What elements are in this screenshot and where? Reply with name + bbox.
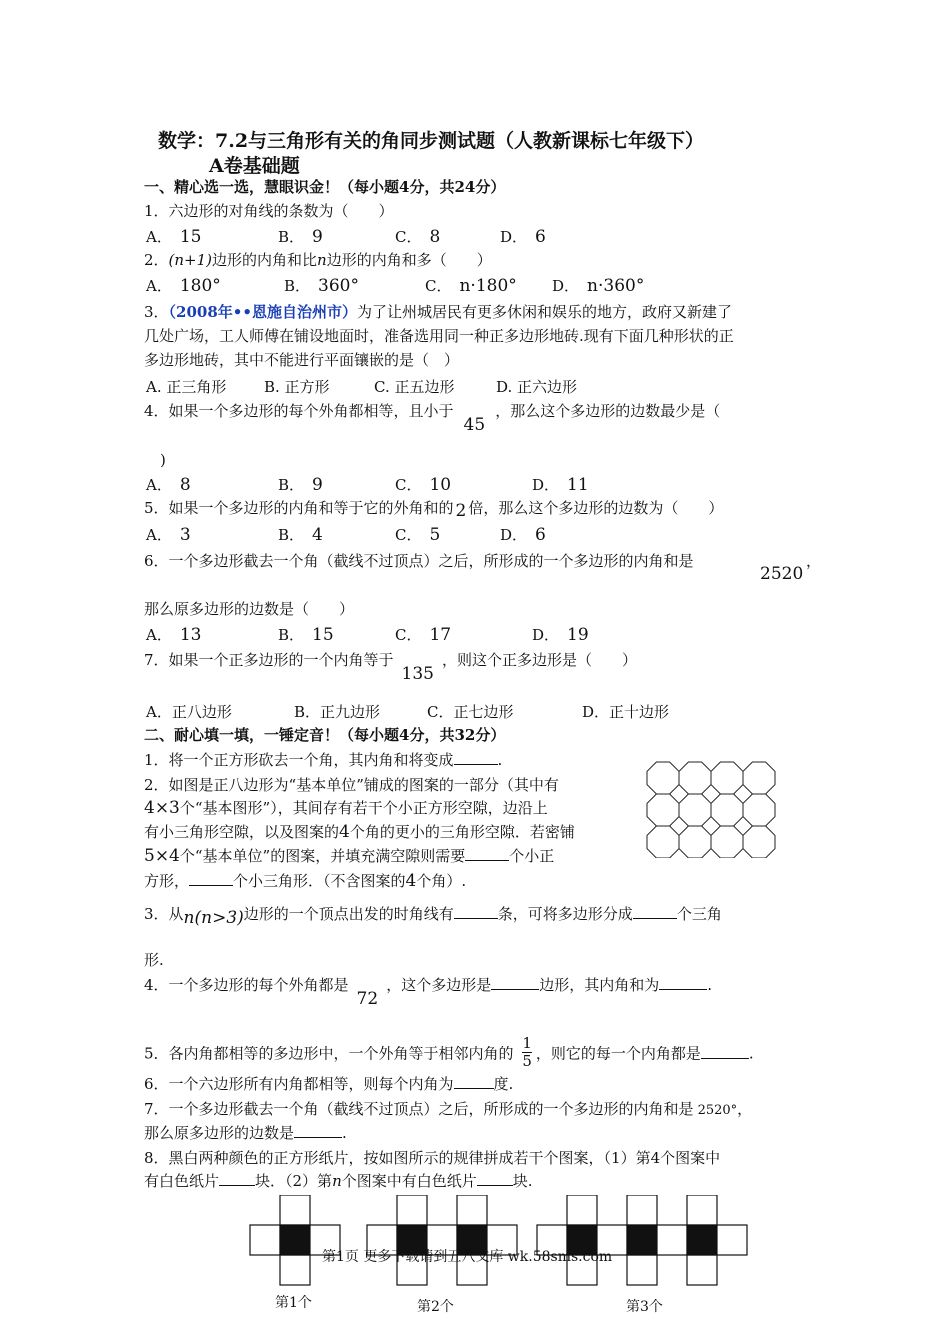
q1-3-option-a: A. 正三角形: [146, 378, 227, 396]
q1-7-option-d: D．正十边形: [582, 703, 670, 721]
white-square: [717, 1225, 747, 1255]
white-square: [280, 1255, 310, 1285]
q1-3-option-d: D. 正六边形: [496, 378, 578, 396]
fraction: $\frac{1}{5}$: [522, 1034, 532, 1070]
q1-1-option-c: C． 8: [395, 227, 441, 247]
q1-2-option-b: B． 360°: [284, 276, 359, 296]
white-square: [250, 1225, 280, 1255]
octagon-tile: [647, 762, 679, 794]
q1-3-line1: 3．（2008年••恩施自治州市）为了让州城居民有更多休闲和娱乐的地方，政府又新建了: [144, 303, 732, 321]
q1-2-option-a: A． 180°: [146, 276, 221, 296]
q1-1-option-d: D． 6: [500, 227, 546, 247]
octagon-tile: [679, 794, 711, 826]
page-subtitle: A卷基础题: [209, 155, 300, 177]
black-square: [280, 1225, 310, 1255]
q1-4-option-a: A． 8: [146, 475, 191, 495]
q1-5-option-b: B． 4: [278, 525, 323, 545]
white-square: [657, 1225, 687, 1255]
q1-4-option-c: C． 10: [395, 475, 452, 495]
q1-6-option-b: B． 15: [278, 625, 334, 645]
figure-caption-2: 第2个: [417, 1299, 454, 1315]
octagon-tiling-figure: [645, 760, 777, 858]
q1-4-option-d: D． 11: [532, 475, 589, 495]
octagon-tile: [743, 762, 775, 794]
page-title: 数学：7.2与三角形有关的角同步测试题（人教新课标七年级下）: [158, 130, 705, 152]
q2-7-line2: 那么原多边形的边数是 .: [144, 1124, 347, 1142]
q1-7-option-b: B．正九边形: [294, 703, 381, 721]
q1-6-text: 6．一个多边形截去一个角（截线不过顶点）之后，所形成的一个多边形的内角和是: [144, 552, 694, 570]
black-square: [687, 1225, 717, 1255]
q1-1-option-b: B． 9: [278, 227, 323, 247]
page-footer: 第1页 更多下载请到五八文库 wk.58sms.com: [322, 1249, 613, 1265]
q1-6-option-c: C． 17: [395, 625, 452, 645]
octagon-tile: [711, 826, 743, 858]
octagon-tile: [743, 826, 775, 858]
q1-6-option-a: A． 13: [146, 625, 202, 645]
q2-2-line4: 5×4个“基本单位”的图案，并填充满空隙则需要 个小正: [144, 846, 555, 866]
q2-2-line5: 方形， 个小三角形．（不含图案的4个角）.: [144, 871, 467, 891]
q1-5-option-c: C． 5: [395, 525, 441, 545]
q2-7-text: 7．一个多边形截去一个角（截线不过顶点）之后，所形成的一个多边形的内角和是 2520°，: [144, 1100, 753, 1118]
q1-5-option-d: D． 6: [500, 525, 546, 545]
q1-3-line3: 多边形地砖，其中不能进行平面镶嵌的是（ ）: [144, 351, 460, 369]
white-square: [567, 1195, 597, 1225]
q1-5-option-a: A． 3: [146, 525, 191, 545]
q1-2-text: 2．(n+1)边形的内角和比n边形的内角和多（ ）: [144, 251, 492, 269]
octagon-tile: [711, 762, 743, 794]
q1-4-option-b: B． 9: [278, 475, 323, 495]
white-square: [687, 1255, 717, 1285]
q1-3-option-c: C. 正五边形: [374, 378, 455, 396]
q1-1-text: 1．六边形的对角线的条数为（ ）: [144, 202, 394, 220]
q1-2-option-c: C． n·180°: [425, 276, 517, 296]
q1-4-text: 4．如果一个多边形的每个外角都相等，且小于45，那么这个多边形的边数最少是（: [144, 402, 721, 435]
figure-caption-3: 第3个: [626, 1299, 663, 1315]
q1-6-comma: ，: [806, 552, 822, 570]
q2-4-text: 4．一个多边形的每个外角都是72，这个多边形是 边形，其内角和为 .: [144, 976, 712, 1009]
q1-6-option-d: D． 19: [532, 625, 589, 645]
octagon-tile: [711, 794, 743, 826]
q1-2-option-d: D． n·360°: [552, 276, 645, 296]
q2-8-line1: 8．黑白两种颜色的正方形纸片，按如图所示的规律拼成若干个图案，（1）第4个图案中: [144, 1149, 721, 1167]
white-square: [627, 1195, 657, 1225]
q1-7-option-a: A．正八边形: [146, 703, 232, 721]
figure-caption-1: 第1个: [275, 1295, 312, 1311]
q1-7-text: 7．如果一个正多边形的一个内角等于135，则这个正多边形是（ ）: [144, 651, 638, 684]
q1-4-close: ): [160, 451, 166, 469]
q1-3-line2: 几处广场，工人师傅在铺设地面时，准备选用同一种正多边形地砖.现有下面几种形状的正: [144, 327, 734, 345]
section1-heading: 一、精心选一选，慧眼识金！（每小题4分，共24分）: [144, 178, 506, 196]
octagon-tile: [679, 762, 711, 794]
octagon-tile: [647, 826, 679, 858]
q2-3-text: 3．从n(n>3)边形的一个顶点出发的时角线有 条，可将多边形分成 个三角: [144, 905, 722, 928]
q2-5-text: 5．各内角都相等的多边形中，一个外角等于相邻内角的 $\frac{1}{5}$ ，则它的每一个内角都是 .: [144, 1034, 754, 1070]
q2-8-line2: 有白色纸片 块．（2）第n个图案中有白色纸片 块.: [144, 1172, 533, 1190]
q2-2-line1: 2．如图是正八边形为“基本单位”铺成的图案的一部分（其中有: [144, 776, 559, 794]
black-square: [627, 1225, 657, 1255]
white-square: [397, 1195, 427, 1225]
octagon-tile: [743, 794, 775, 826]
q1-5-text: 5．如果一个多边形的内角和等于它的外角和的 2 倍，那么这个多边形的边数为（ ）: [144, 499, 724, 521]
q1-6-value: 2520: [760, 564, 804, 584]
q1-6-line2: 那么原多边形的边数是（ ）: [144, 600, 355, 618]
white-square: [627, 1255, 657, 1285]
q1-7-option-c: C．正七边形: [427, 703, 514, 721]
white-square: [457, 1195, 487, 1225]
white-square: [280, 1195, 310, 1225]
q2-2-line3: 有小三角形空隙，以及图案的4个角的更小的三角形空隙．若密铺: [144, 822, 575, 842]
q1-1-option-a: A． 15: [146, 227, 202, 247]
q1-3-option-b: B. 正方形: [264, 378, 330, 396]
section2-heading: 二、耐心填一填，一锤定音！（每小题4分，共32分）: [144, 726, 506, 744]
q2-3-line2: 形.: [144, 951, 164, 969]
octagon-tile: [679, 826, 711, 858]
q2-6-text: 6．一个六边形所有内角都相等，则每个内角为 度.: [144, 1075, 514, 1093]
octagon-tile: [647, 794, 679, 826]
white-square: [687, 1195, 717, 1225]
pattern-figures: [245, 1195, 765, 1290]
q2-2-line2: 4×3个“基本图形”），其间存有若干个小正方形空隙，边沿上: [144, 798, 548, 818]
q2-1-text: 1．将一个正方形砍去一个角，其内角和将变成 .: [144, 751, 503, 769]
